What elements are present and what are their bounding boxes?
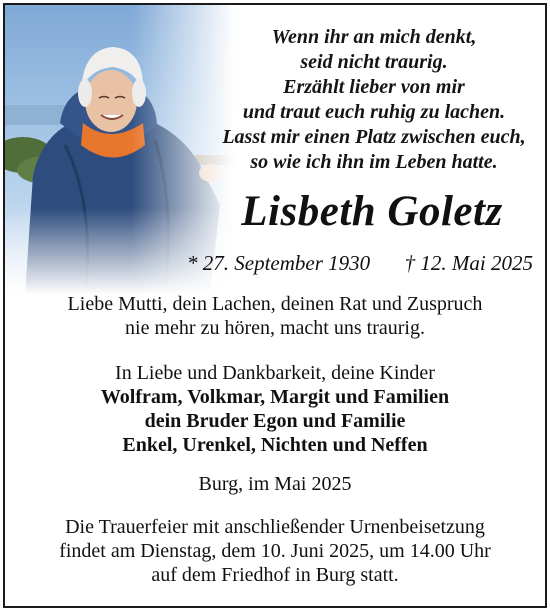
poem-line: Wenn ihr an mich denkt, (271, 26, 477, 48)
mourner-names: dein Bruder Egon und Familie (144, 410, 406, 432)
message-line: Liebe Mutti, dein Lachen, deinen Rat und Zuspruch (67, 293, 483, 315)
place-date-line: Burg, im Mai 2025 (198, 473, 352, 495)
poem-line: so wie ich ihn im Leben hatte. (250, 151, 498, 173)
message-line: nie mehr zu hören, macht uns traurig. (125, 317, 425, 339)
mourner-names: Enkel, Urenkel, Nichten und Neffen (122, 434, 428, 456)
service-line: findet am Dienstag, dem 10. Juni 2025, um 14.00 Uhr (59, 540, 491, 562)
poem-line: Erzählt lieber von mir (283, 76, 465, 98)
poem-line: Lasst mir einen Platz zwischen euch, (222, 126, 526, 148)
service-line: Die Trauerfeier mit anschließender Urnenbeisetzung (65, 516, 485, 538)
birth-date: * 27. September 1930 (187, 251, 371, 275)
obituary-notice (3, 3, 547, 608)
mourner-names: Wolfram, Volkmar, Margit und Familien (100, 386, 450, 408)
poem (209, 25, 539, 175)
poem-line: und traut euch ruhig zu lachen. (242, 101, 506, 123)
service-line: auf dem Friedhof in Burg statt. (151, 564, 399, 586)
funeral-service-info (5, 515, 545, 587)
deceased-name: Lisbeth Goletz (241, 188, 503, 235)
death-date: † 12. Mai 2025 (404, 251, 533, 275)
mourners-intro: In Liebe und Dankbarkeit, deine Kinder (115, 362, 435, 384)
farewell-message (5, 292, 545, 340)
poem-line: seid nicht traurig. (300, 51, 448, 73)
place-date (5, 472, 545, 496)
mourners (5, 361, 545, 457)
